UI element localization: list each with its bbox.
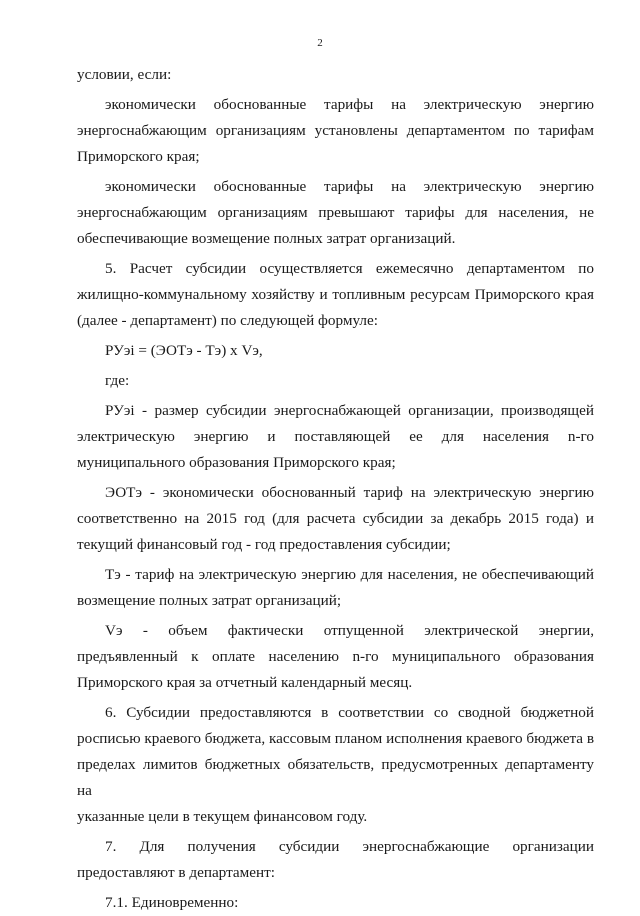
text-line: условии, если: bbox=[77, 66, 172, 83]
text-line: Vэ - объем фактически отпущенной электрической энергии, bbox=[105, 622, 594, 639]
text-line: Тэ - тариф на электрическую энергию для населения, не обеспечивающий bbox=[105, 566, 594, 583]
text-line: предъявленный к оплате населению n-го муниципального образования bbox=[77, 648, 594, 665]
text-line: Приморского края за отчетный календарный месяц. bbox=[77, 674, 413, 691]
text-line: 7. Для получения субсидии энергоснабжающие организации bbox=[105, 838, 594, 855]
text-line: ЭОТэ - экономически обоснованный тариф на электрическую энергию bbox=[105, 484, 594, 501]
text-line: РУэi - размер субсидии энергоснабжающей организации, производящей bbox=[105, 402, 594, 419]
text-line: предоставляют в департамент: bbox=[77, 864, 275, 881]
text-line: энергоснабжающим организациям превышают тарифы для населения, не bbox=[77, 204, 594, 221]
text-line: указанные цели в текущем финансовом году. bbox=[77, 808, 368, 825]
page-number: 2 bbox=[317, 37, 323, 49]
text-line: возмещение полных затрат организаций; bbox=[77, 592, 342, 609]
text-line: 5. Расчет субсидии осуществляется ежемесячно департаментом по bbox=[105, 260, 594, 277]
text-line: энергоснабжающим организациям установлены департаментом по тарифам bbox=[77, 122, 594, 139]
text-line: росписью краевого бюджета, кассовым планом исполнения краевого бюджета в bbox=[77, 730, 594, 747]
text-line: экономически обоснованные тарифы на электрическую энергию bbox=[105, 178, 594, 195]
text-line: экономически обоснованные тарифы на электрическую энергию bbox=[105, 96, 594, 113]
text-line: обеспечивающие возмещение полных затрат организаций. bbox=[77, 230, 456, 247]
text-line: жилищно-коммунальному хозяйству и топливным ресурсам Приморского края bbox=[77, 286, 594, 303]
text-line: текущий финансовый год - год предоставления субсидии; bbox=[77, 536, 451, 553]
text-line: где: bbox=[105, 372, 130, 389]
text-line: Приморского края; bbox=[77, 148, 200, 165]
text-line: (далее - департамент) по следующей формуле: bbox=[77, 312, 378, 329]
text-line: пределах лимитов бюджетных обязательств, предусмотренных департаменту на bbox=[77, 756, 594, 799]
text-line: соответственно на 2015 год (для расчета субсидии за декабрь 2015 года) и bbox=[77, 510, 594, 527]
text-line: РУэi = (ЭОТэ - Тэ) х Vэ, bbox=[105, 342, 263, 359]
text-line: электрическую энергию и поставляющей ее для населения n-го bbox=[77, 428, 594, 445]
text-line: муниципального образования Приморского края; bbox=[77, 454, 396, 471]
document-body bbox=[77, 62, 594, 916]
text-line: 7.1. Единовременно: bbox=[105, 894, 239, 911]
text-line: 6. Субсидии предоставляются в соответствии со сводной бюджетной bbox=[105, 704, 594, 721]
